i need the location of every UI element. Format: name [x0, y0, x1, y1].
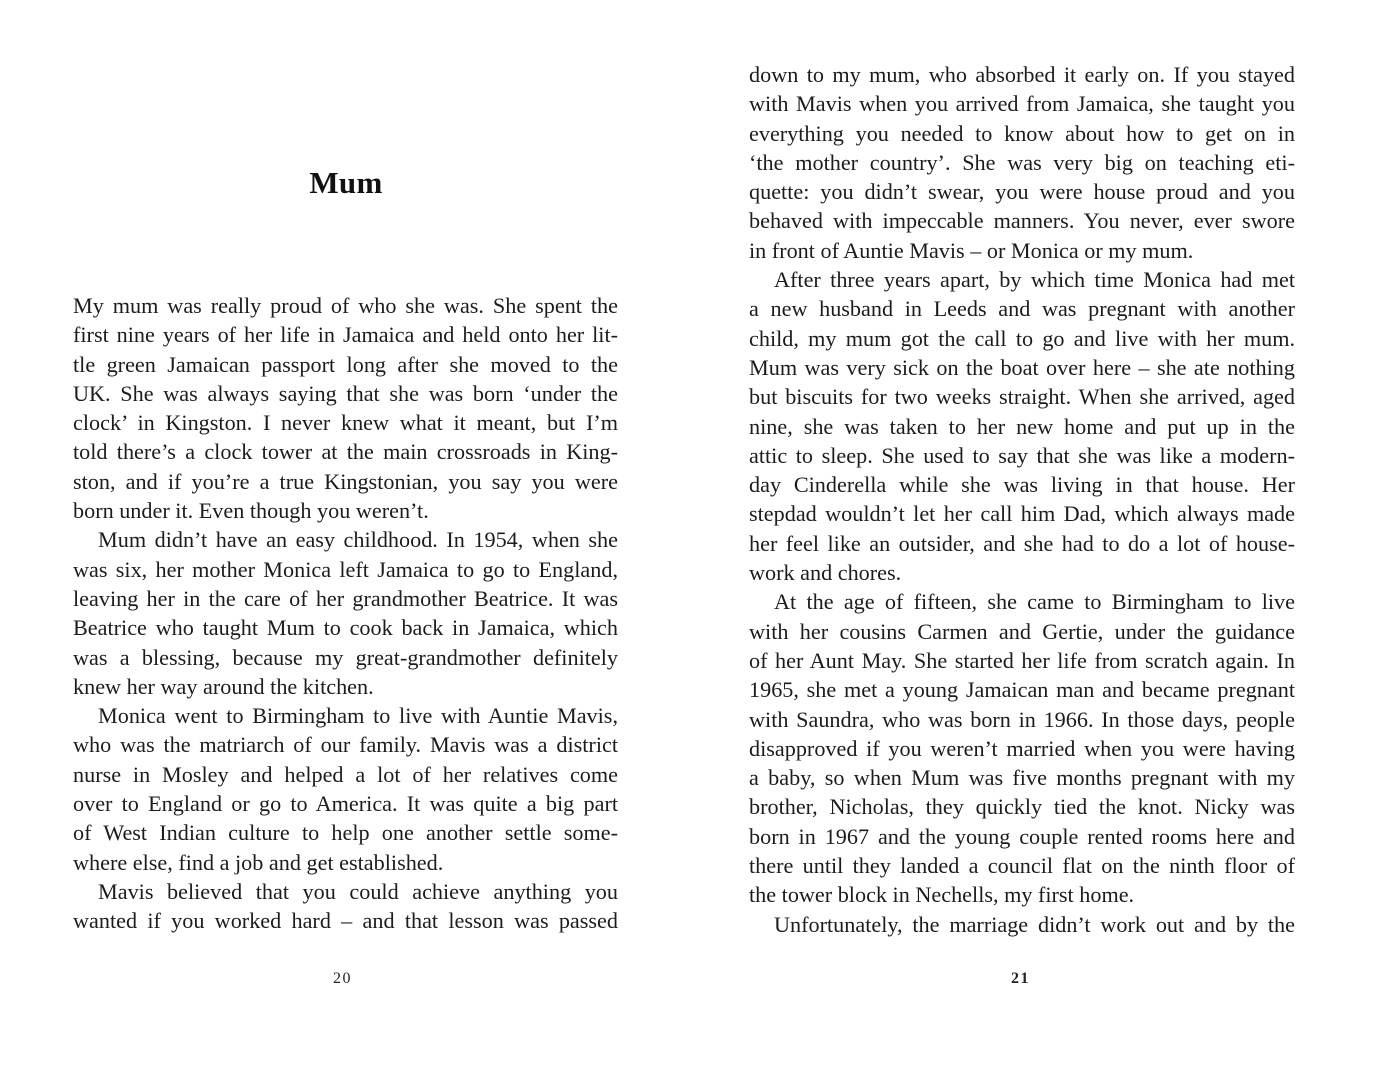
- text-line: Mavis believed that you could achieve anything you: [98, 878, 618, 904]
- text-line: child, my mum got the call to go and live with her mum.: [749, 325, 1295, 351]
- text-line: stepdad wouldn’t let her call him Dad, which always made: [749, 501, 1295, 527]
- text-line: UK. She was always saying that she was born ‘under the: [73, 380, 618, 406]
- text-line: At the age of fifteen, she came to Birmingham to live: [774, 589, 1295, 615]
- text-line: 1965, she met a young Jamaican man and became pregnant: [749, 677, 1295, 703]
- text-line: nurse in Mosley and helped a lot of her relatives come: [73, 761, 618, 787]
- text-line: with Mavis when you arrived from Jamaica, she taught you: [749, 91, 1295, 117]
- text-line: behaved with impeccable manners. You never, ever swore: [749, 208, 1295, 234]
- text-line: knew her way around the kitchen.: [73, 673, 374, 699]
- text-line: was six, her mother Monica left Jamaica to go to England,: [73, 556, 618, 582]
- left-page-body: [73, 291, 618, 936]
- text-line: work and chores.: [749, 560, 902, 586]
- text-line: day Cinderella while she was living in that house. Her: [749, 472, 1295, 498]
- text-line: born under it. Even though you weren’t.: [73, 498, 429, 524]
- page-number-left: 20: [333, 970, 352, 987]
- chapter-title: Mum: [309, 165, 383, 200]
- text-line: wanted if you worked hard – and that lesson was passed: [73, 908, 618, 934]
- text-line: leaving her in the care of her grandmother Beatrice. It was: [73, 585, 618, 611]
- text-line: but biscuits for two weeks straight. When she arrived, aged: [749, 384, 1295, 410]
- text-line: ston, and if you’re a true Kingstonian, you say you were: [73, 468, 618, 494]
- text-line: quette: you didn’t swear, you were house proud and you: [749, 179, 1295, 205]
- text-line: down to my mum, who absorbed it early on. If you stayed: [749, 62, 1295, 87]
- right-page-body: [749, 60, 1295, 939]
- text-line: told there’s a clock tower at the main crossroads in King-: [73, 439, 618, 465]
- text-line: After three years apart, by which time Monica had met: [774, 267, 1295, 293]
- text-line: of her Aunt May. She started her life from scratch again. In: [749, 647, 1295, 673]
- text-line: with her cousins Carmen and Gertie, under the guidance: [749, 618, 1295, 644]
- text-line: Mum didn’t have an easy childhood. In 1954, when she: [98, 527, 618, 553]
- text-line: was a blessing, because my great-grandmother definitely: [73, 644, 618, 670]
- text-line: over to England or go to America. It was quite a big part: [73, 791, 618, 817]
- text-line: disapproved if you weren’t married when you were having: [749, 735, 1295, 761]
- left-page: [0, 0, 686, 1080]
- text-line: born in 1967 and the young couple rented rooms here and: [749, 823, 1295, 849]
- text-line: who was the matriarch of our family. Mavis was a district: [73, 732, 618, 758]
- text-line: Beatrice who taught Mum to cook back in Jamaica, which: [73, 615, 618, 641]
- text-line: attic to sleep. She used to say that she was like a modern-: [749, 442, 1295, 468]
- text-line: with Saundra, who was born in 1966. In those days, people: [749, 706, 1295, 732]
- text-line: of West Indian culture to help one another settle some-: [73, 820, 618, 846]
- page-number-right: 21: [1011, 970, 1030, 987]
- text-line: there until they landed a council flat on the ninth floor of: [749, 853, 1295, 879]
- text-line: everything you needed to know about how to get on in: [749, 120, 1295, 146]
- text-line: Mum was very sick on the boat over here – she ate nothing: [749, 354, 1295, 380]
- text-line: My mum was really proud of who she was. She spent the: [73, 293, 618, 318]
- text-line: a baby, so when Mum was five months pregnant with my: [749, 765, 1295, 791]
- text-line: Monica went to Birmingham to live with Auntie Mavis,: [98, 703, 618, 729]
- text-line: her feel like an outsider, and she had to do a lot of house-: [749, 530, 1295, 556]
- text-line: where else, find a job and get established.: [73, 849, 444, 875]
- text-line: nine, she was taken to her new home and put up in the: [749, 413, 1295, 439]
- text-line: clock’ in Kingston. I never knew what it meant, but I’m: [73, 410, 618, 436]
- text-line: first nine years of her life in Jamaica and held onto her lit-: [73, 322, 618, 348]
- right-page: [686, 0, 1373, 1080]
- text-line: brother, Nicholas, they quickly tied the knot. Nicky was: [749, 794, 1295, 820]
- text-line: in front of Auntie Mavis – or Monica or my mum.: [749, 237, 1194, 263]
- text-line: the tower block in Nechells, my first home.: [749, 882, 1135, 908]
- text-line: Unfortunately, the marriage didn’t work out and by the: [774, 911, 1295, 937]
- text-line: ‘the mother country’. She was very big on teaching eti-: [749, 149, 1295, 175]
- text-line: a new husband in Leeds and was pregnant with another: [749, 296, 1295, 322]
- text-line: tle green Jamaican passport long after she moved to the: [73, 351, 618, 377]
